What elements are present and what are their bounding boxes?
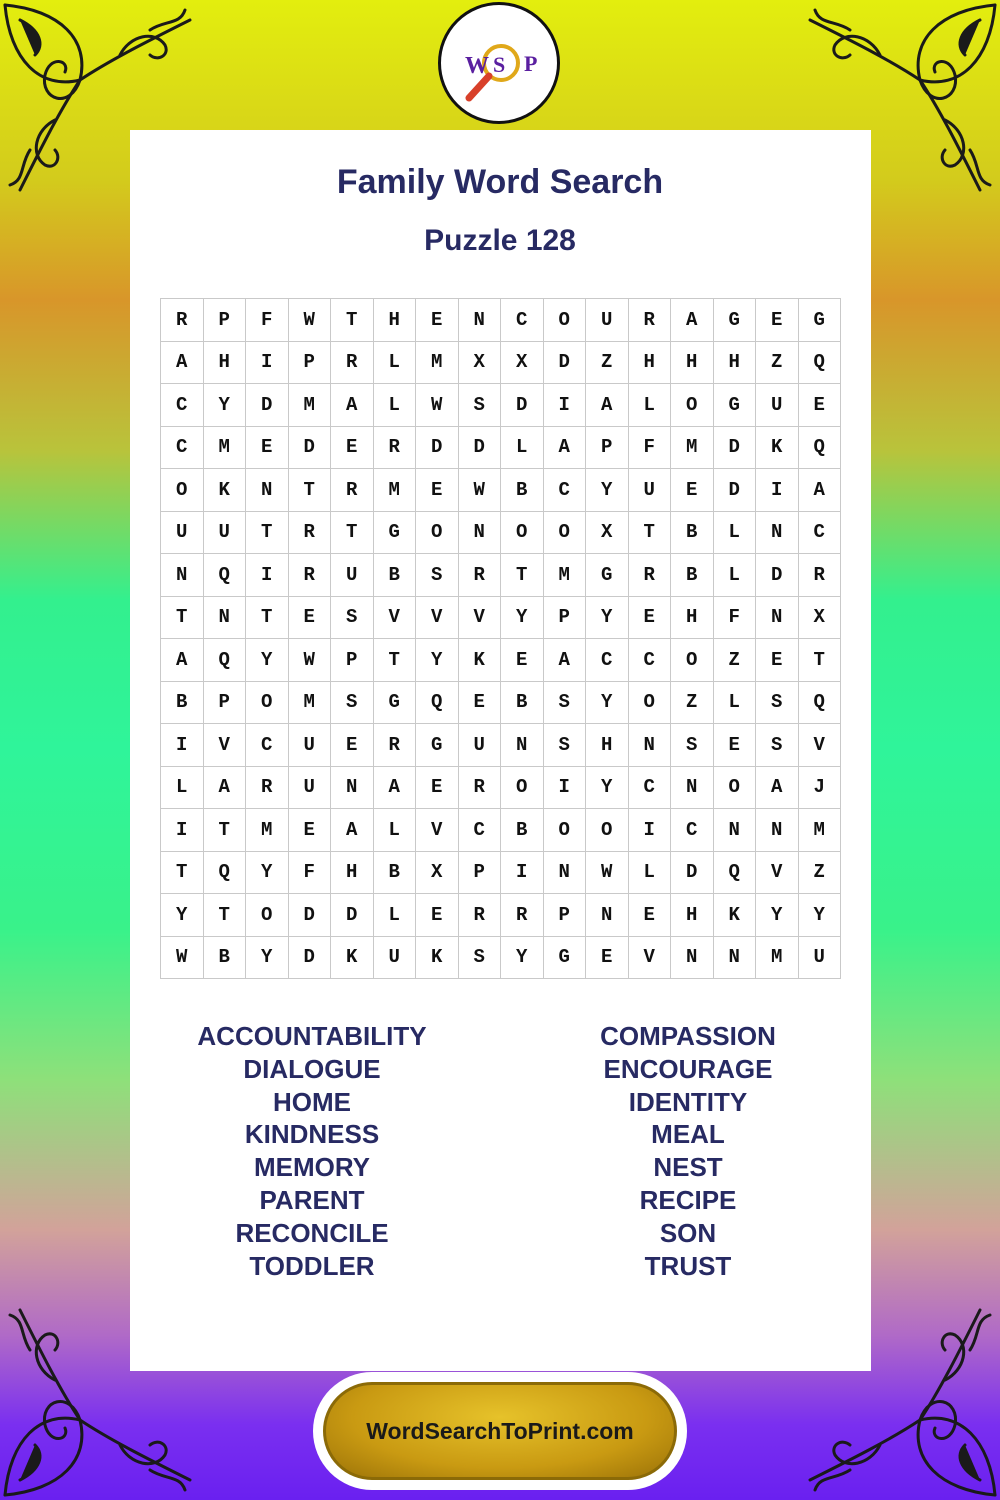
grid-cell[interactable]: D: [289, 427, 332, 470]
grid-cell[interactable]: Y: [586, 682, 629, 725]
grid-cell[interactable]: I: [161, 724, 204, 767]
grid-cell[interactable]: D: [671, 852, 714, 895]
word-item: ENCOURAGE: [603, 1053, 773, 1084]
grid-cell[interactable]: O: [586, 809, 629, 852]
grid-cell[interactable]: Y: [246, 639, 289, 682]
grid-cell[interactable]: R: [374, 427, 417, 470]
grid-cell[interactable]: Q: [204, 852, 247, 895]
grid-cell[interactable]: P: [289, 342, 332, 385]
grid-cell[interactable]: B: [501, 682, 544, 725]
grid-cell[interactable]: X: [501, 342, 544, 385]
grid-cell[interactable]: L: [161, 767, 204, 810]
logo-letter-s: S: [493, 52, 506, 77]
logo-letter-w: W: [465, 53, 489, 79]
grid-cell[interactable]: S: [544, 682, 587, 725]
grid-cell[interactable]: B: [501, 809, 544, 852]
grid-cell[interactable]: X: [799, 597, 842, 640]
grid-cell[interactable]: O: [629, 682, 672, 725]
grid-cell[interactable]: Q: [799, 427, 842, 470]
grid-cell[interactable]: I: [756, 469, 799, 512]
grid-cell[interactable]: H: [671, 894, 714, 937]
grid-cell[interactable]: H: [374, 299, 417, 342]
grid-cell[interactable]: L: [629, 852, 672, 895]
grid-cell[interactable]: D: [246, 384, 289, 427]
grid-cell[interactable]: H: [629, 342, 672, 385]
grid-cell[interactable]: Y: [161, 894, 204, 937]
grid-cell[interactable]: O: [671, 639, 714, 682]
grid-cell[interactable]: E: [416, 299, 459, 342]
grid-cell[interactable]: I: [161, 809, 204, 852]
grid-cell[interactable]: O: [544, 299, 587, 342]
grid-cell[interactable]: A: [374, 767, 417, 810]
grid-cell[interactable]: A: [161, 639, 204, 682]
logo-letter-p: P: [524, 51, 538, 76]
grid-cell[interactable]: L: [714, 554, 757, 597]
grid-cell[interactable]: E: [501, 639, 544, 682]
grid-cell[interactable]: A: [544, 427, 587, 470]
grid-cell[interactable]: K: [459, 639, 502, 682]
grid-cell[interactable]: L: [501, 427, 544, 470]
grid-cell[interactable]: T: [204, 809, 247, 852]
grid-cell[interactable]: Y: [416, 639, 459, 682]
word-list-right: [528, 1020, 848, 1282]
website-label[interactable]: WordSearchToPrint.com: [323, 1382, 677, 1480]
grid-cell[interactable]: A: [799, 469, 842, 512]
grid-cell[interactable]: Y: [799, 894, 842, 937]
grid-cell[interactable]: N: [586, 894, 629, 937]
grid-cell[interactable]: M: [416, 342, 459, 385]
grid-cell[interactable]: E: [586, 937, 629, 980]
grid-cell[interactable]: U: [161, 512, 204, 555]
grid-cell[interactable]: A: [331, 384, 374, 427]
grid-cell[interactable]: T: [331, 512, 374, 555]
grid-cell[interactable]: L: [374, 894, 417, 937]
word-item: TRUST: [644, 1250, 732, 1281]
grid-cell[interactable]: O: [416, 512, 459, 555]
grid-cell[interactable]: W: [416, 384, 459, 427]
grid-cell[interactable]: R: [459, 894, 502, 937]
grid-cell[interactable]: E: [331, 724, 374, 767]
grid-cell[interactable]: E: [331, 427, 374, 470]
grid-cell[interactable]: B: [204, 937, 247, 980]
word-item: RECIPE: [639, 1184, 737, 1215]
grid-cell[interactable]: G: [799, 299, 842, 342]
grid-cell[interactable]: Z: [586, 342, 629, 385]
grid-cell[interactable]: I: [629, 809, 672, 852]
grid-cell[interactable]: H: [586, 724, 629, 767]
grid-cell[interactable]: D: [714, 427, 757, 470]
grid-cell[interactable]: Y: [246, 852, 289, 895]
grid-cell[interactable]: C: [161, 427, 204, 470]
grid-cell[interactable]: P: [204, 682, 247, 725]
grid-cell[interactable]: C: [586, 639, 629, 682]
grid-cell[interactable]: L: [714, 512, 757, 555]
grid-cell[interactable]: D: [416, 427, 459, 470]
grid-cell[interactable]: G: [416, 724, 459, 767]
grid-cell[interactable]: K: [416, 937, 459, 980]
grid-cell[interactable]: N: [756, 809, 799, 852]
grid-cell[interactable]: M: [374, 469, 417, 512]
word-item: RECONCILE: [235, 1217, 389, 1248]
grid-cell[interactable]: M: [289, 682, 332, 725]
word-item: NEST: [653, 1152, 723, 1183]
word-item: TODDLER: [249, 1250, 375, 1281]
grid-cell[interactable]: Z: [671, 682, 714, 725]
grid-cell[interactable]: V: [756, 852, 799, 895]
grid-cell[interactable]: B: [161, 682, 204, 725]
grid-cell[interactable]: Y: [246, 937, 289, 980]
word-item: HOME: [273, 1086, 351, 1117]
grid-cell[interactable]: X: [416, 852, 459, 895]
grid-cell[interactable]: S: [331, 597, 374, 640]
grid-cell[interactable]: H: [204, 342, 247, 385]
grid-cell[interactable]: X: [586, 512, 629, 555]
grid-cell[interactable]: M: [671, 427, 714, 470]
grid-cell[interactable]: A: [161, 342, 204, 385]
grid-cell[interactable]: R: [246, 767, 289, 810]
grid-cell[interactable]: E: [799, 384, 842, 427]
grid-cell[interactable]: E: [416, 469, 459, 512]
grid-cell[interactable]: S: [756, 724, 799, 767]
grid-cell[interactable]: H: [331, 852, 374, 895]
grid-cell[interactable]: U: [459, 724, 502, 767]
word-item: ACCOUNTABILITY: [197, 1021, 427, 1051]
grid-cell[interactable]: V: [416, 809, 459, 852]
grid-cell[interactable]: B: [374, 554, 417, 597]
grid-cell[interactable]: D: [714, 469, 757, 512]
puzzle-number: Puzzle 128: [424, 224, 576, 257]
grid-cell[interactable]: N: [671, 767, 714, 810]
grid-cell[interactable]: N: [714, 937, 757, 980]
grid-cell[interactable]: E: [289, 597, 332, 640]
website-button[interactable]: [313, 1372, 687, 1490]
grid-cell[interactable]: O: [161, 469, 204, 512]
grid-cell[interactable]: W: [459, 469, 502, 512]
grid-cell[interactable]: N: [756, 512, 799, 555]
grid-cell[interactable]: O: [501, 512, 544, 555]
word-list-left: [152, 1020, 472, 1282]
grid-cell[interactable]: U: [799, 937, 842, 980]
grid-cell[interactable]: S: [331, 682, 374, 725]
grid-cell[interactable]: T: [799, 639, 842, 682]
grid-cell[interactable]: T: [246, 597, 289, 640]
grid-cell[interactable]: R: [459, 767, 502, 810]
grid-cell[interactable]: P: [204, 299, 247, 342]
grid-cell[interactable]: C: [799, 512, 842, 555]
grid-cell[interactable]: K: [756, 427, 799, 470]
grid-cell[interactable]: L: [714, 682, 757, 725]
grid-cell[interactable]: C: [501, 299, 544, 342]
grid-cell[interactable]: E: [246, 427, 289, 470]
grid-cell[interactable]: Y: [586, 597, 629, 640]
grid-cell[interactable]: P: [586, 427, 629, 470]
grid-cell[interactable]: N: [204, 597, 247, 640]
grid-cell[interactable]: T: [331, 299, 374, 342]
grid-cell[interactable]: N: [671, 937, 714, 980]
grid-cell[interactable]: V: [204, 724, 247, 767]
grid-cell[interactable]: Z: [799, 852, 842, 895]
grid-cell[interactable]: U: [289, 724, 332, 767]
grid-cell[interactable]: H: [671, 597, 714, 640]
grid-cell[interactable]: G: [586, 554, 629, 597]
grid-cell[interactable]: Q: [799, 342, 842, 385]
grid-cell[interactable]: T: [161, 852, 204, 895]
grid-cell[interactable]: S: [671, 724, 714, 767]
grid-cell[interactable]: T: [289, 469, 332, 512]
grid-cell[interactable]: G: [544, 937, 587, 980]
grid-cell[interactable]: O: [501, 767, 544, 810]
grid-cell[interactable]: M: [246, 809, 289, 852]
grid-cell[interactable]: R: [374, 724, 417, 767]
grid-cell[interactable]: R: [289, 512, 332, 555]
grid-cell[interactable]: K: [331, 937, 374, 980]
grid-cell[interactable]: C: [629, 639, 672, 682]
word-item: MEMORY: [253, 1152, 371, 1183]
grid-cell[interactable]: C: [161, 384, 204, 427]
grid-cell[interactable]: A: [204, 767, 247, 810]
grid-cell[interactable]: R: [629, 554, 672, 597]
grid-cell[interactable]: V: [416, 597, 459, 640]
word-item: MEAL: [651, 1119, 725, 1150]
grid-cell[interactable]: H: [671, 342, 714, 385]
grid-cell[interactable]: G: [714, 299, 757, 342]
grid-cell[interactable]: N: [544, 852, 587, 895]
grid-cell[interactable]: S: [459, 384, 502, 427]
grid-cell[interactable]: E: [289, 809, 332, 852]
grid-cell[interactable]: U: [629, 469, 672, 512]
grid-cell[interactable]: P: [459, 852, 502, 895]
grid-cell[interactable]: E: [416, 767, 459, 810]
word-item: IDENTITY: [628, 1086, 748, 1117]
grid-cell[interactable]: C: [459, 809, 502, 852]
grid-cell[interactable]: V: [799, 724, 842, 767]
grid-cell[interactable]: E: [416, 894, 459, 937]
grid-cell[interactable]: O: [671, 384, 714, 427]
grid-cell[interactable]: S: [416, 554, 459, 597]
grid-cell[interactable]: C: [544, 469, 587, 512]
grid-cell[interactable]: C: [629, 767, 672, 810]
grid-cell[interactable]: B: [501, 469, 544, 512]
word-item: PARENT: [259, 1184, 365, 1215]
grid-cell[interactable]: Y: [501, 597, 544, 640]
grid-cell[interactable]: K: [714, 894, 757, 937]
grid-cell[interactable]: N: [629, 724, 672, 767]
grid-cell[interactable]: I: [246, 342, 289, 385]
grid-cell[interactable]: A: [331, 809, 374, 852]
grid-cell[interactable]: D: [756, 554, 799, 597]
grid-cell[interactable]: K: [204, 469, 247, 512]
grid-cell[interactable]: U: [204, 512, 247, 555]
grid-cell[interactable]: M: [204, 427, 247, 470]
grid-cell[interactable]: N: [756, 597, 799, 640]
grid-cell[interactable]: N: [246, 469, 289, 512]
grid-cell[interactable]: Z: [714, 639, 757, 682]
grid-cell[interactable]: T: [161, 597, 204, 640]
grid-cell[interactable]: W: [586, 852, 629, 895]
grid-cell[interactable]: R: [289, 554, 332, 597]
word-item: COMPASSION: [600, 1021, 776, 1051]
grid-cell[interactable]: H: [714, 342, 757, 385]
grid-cell[interactable]: J: [799, 767, 842, 810]
grid-cell[interactable]: E: [671, 469, 714, 512]
grid-cell[interactable]: I: [501, 852, 544, 895]
grid-cell[interactable]: E: [459, 682, 502, 725]
grid-cell[interactable]: G: [374, 512, 417, 555]
grid-cell[interactable]: E: [756, 299, 799, 342]
grid-cell[interactable]: N: [501, 724, 544, 767]
grid-cell[interactable]: R: [799, 554, 842, 597]
grid-cell[interactable]: I: [246, 554, 289, 597]
grid-cell[interactable]: B: [374, 852, 417, 895]
grid-cell[interactable]: N: [331, 767, 374, 810]
grid-cell[interactable]: P: [544, 894, 587, 937]
grid-cell[interactable]: U: [586, 299, 629, 342]
grid-cell[interactable]: G: [374, 682, 417, 725]
grid-cell[interactable]: A: [586, 384, 629, 427]
grid-cell[interactable]: U: [374, 937, 417, 980]
grid-cell[interactable]: V: [374, 597, 417, 640]
puzzle-title: Family Word Search: [336, 163, 664, 201]
grid-cell[interactable]: D: [331, 894, 374, 937]
grid-cell[interactable]: O: [544, 512, 587, 555]
grid-cell[interactable]: O: [246, 894, 289, 937]
grid-cell[interactable]: R: [501, 894, 544, 937]
letter-grid[interactable]: [160, 298, 841, 979]
grid-cell[interactable]: Q: [416, 682, 459, 725]
grid-cell[interactable]: R: [331, 342, 374, 385]
grid-cell[interactable]: L: [629, 384, 672, 427]
grid-cell[interactable]: Y: [501, 937, 544, 980]
grid-cell[interactable]: S: [459, 937, 502, 980]
grid-cell[interactable]: P: [331, 639, 374, 682]
grid-cell[interactable]: E: [629, 597, 672, 640]
grid-cell[interactable]: A: [671, 299, 714, 342]
wsp-logo[interactable]: [438, 2, 560, 124]
grid-cell[interactable]: M: [756, 937, 799, 980]
grid-cell[interactable]: Q: [799, 682, 842, 725]
grid-cell[interactable]: D: [544, 342, 587, 385]
grid-cell[interactable]: P: [544, 597, 587, 640]
grid-cell[interactable]: B: [671, 512, 714, 555]
grid-cell[interactable]: G: [714, 384, 757, 427]
grid-cell[interactable]: U: [331, 554, 374, 597]
grid-cell[interactable]: F: [629, 427, 672, 470]
word-item: KINDNESS: [244, 1119, 380, 1150]
grid-cell[interactable]: E: [756, 639, 799, 682]
grid-cell[interactable]: T: [204, 894, 247, 937]
grid-cell[interactable]: D: [289, 894, 332, 937]
grid-cell[interactable]: L: [374, 809, 417, 852]
grid-cell[interactable]: I: [544, 384, 587, 427]
grid-cell[interactable]: A: [544, 639, 587, 682]
grid-cell[interactable]: Y: [586, 469, 629, 512]
grid-cell[interactable]: E: [714, 724, 757, 767]
grid-cell[interactable]: C: [671, 809, 714, 852]
grid-cell[interactable]: C: [246, 724, 289, 767]
magnifier-handle-icon: [469, 76, 489, 98]
grid-cell[interactable]: I: [544, 767, 587, 810]
grid-cell[interactable]: D: [459, 427, 502, 470]
grid-cell[interactable]: Y: [586, 767, 629, 810]
grid-cell[interactable]: T: [246, 512, 289, 555]
grid-cell[interactable]: T: [374, 639, 417, 682]
word-item: DIALOGUE: [243, 1053, 381, 1084]
grid-cell[interactable]: O: [544, 809, 587, 852]
grid-cell[interactable]: L: [374, 384, 417, 427]
grid-cell[interactable]: V: [629, 937, 672, 980]
grid-cell[interactable]: D: [501, 384, 544, 427]
grid-cell[interactable]: W: [161, 937, 204, 980]
grid-cell[interactable]: Q: [204, 554, 247, 597]
grid-cell[interactable]: U: [756, 384, 799, 427]
grid-cell[interactable]: R: [459, 554, 502, 597]
grid-cell[interactable]: M: [544, 554, 587, 597]
grid-cell[interactable]: E: [629, 894, 672, 937]
grid-cell[interactable]: R: [161, 299, 204, 342]
grid-cell[interactable]: N: [161, 554, 204, 597]
grid-cell[interactable]: F: [289, 852, 332, 895]
grid-cell[interactable]: R: [629, 299, 672, 342]
grid-cell[interactable]: R: [331, 469, 374, 512]
grid-cell[interactable]: B: [671, 554, 714, 597]
grid-cell[interactable]: Q: [204, 639, 247, 682]
grid-cell[interactable]: V: [459, 597, 502, 640]
grid-cell[interactable]: W: [289, 639, 332, 682]
grid-cell[interactable]: O: [246, 682, 289, 725]
grid-cell[interactable]: N: [459, 299, 502, 342]
grid-cell[interactable]: F: [714, 597, 757, 640]
grid-cell[interactable]: S: [544, 724, 587, 767]
grid-cell[interactable]: X: [459, 342, 502, 385]
grid-cell[interactable]: W: [289, 299, 332, 342]
grid-cell[interactable]: U: [289, 767, 332, 810]
grid-cell[interactable]: N: [714, 809, 757, 852]
grid-cell[interactable]: T: [629, 512, 672, 555]
grid-cell[interactable]: N: [459, 512, 502, 555]
word-item: SON: [659, 1217, 717, 1248]
grid-cell[interactable]: M: [289, 384, 332, 427]
grid-cell[interactable]: Z: [756, 342, 799, 385]
grid-cell[interactable]: S: [756, 682, 799, 725]
grid-cell[interactable]: M: [799, 809, 842, 852]
grid-cell[interactable]: D: [289, 937, 332, 980]
grid-cell[interactable]: Y: [204, 384, 247, 427]
grid-cell[interactable]: L: [374, 342, 417, 385]
grid-cell[interactable]: Q: [714, 852, 757, 895]
grid-cell[interactable]: Y: [756, 894, 799, 937]
grid-cell[interactable]: O: [714, 767, 757, 810]
grid-cell[interactable]: T: [501, 554, 544, 597]
grid-cell[interactable]: F: [246, 299, 289, 342]
grid-cell[interactable]: A: [756, 767, 799, 810]
